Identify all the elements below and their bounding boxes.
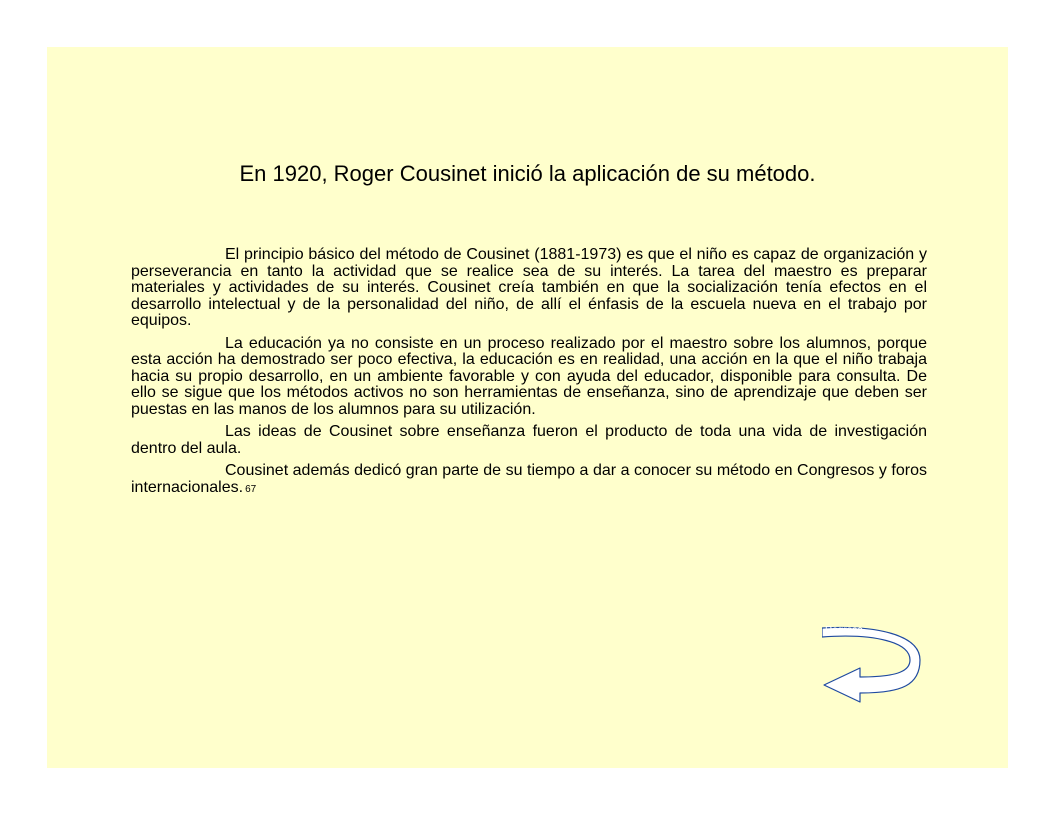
paragraph-education: La educación ya no consiste en un proceso realizado por el maestro sobre los alumnos, porque esta acción ha demostrado ser poco efectiva, la educación es en realidad, una acción en la que el niño trabaja hacia su propio desarrollo, en un ambiente favorable y con ayuda del educador, disponible para consulta. De ello se sigue que los métodos activos no son herramientas de enseñanza, sino de aprendizaje que deben ser puestas en las manos de los alumnos para su utilización. (131, 334, 927, 418)
paragraph-ideas: Las ideas de Cousinet sobre enseñanza fueron el producto de toda una vida de investigación dentro del aula. (131, 423, 927, 457)
paragraph-congresses (131, 463, 927, 498)
paragraph-principle: El principio básico del método de Cousinet (1881-1973) es que el niño es capaz de organización y perseverancia en tanto la actividad que se realice sea de su interés. La tarea del maestro es preparar materiales y actividades de su interés. Cousinet creía también en que la socialización tenía efectos en el desarrollo intelectual y de la personalidad del niño, de allí el énfasis de la escuela nueva en el trabajo por equipos. (131, 246, 927, 329)
body-text (131, 247, 927, 504)
slide-title: En 1920, Roger Cousinet inició la aplicación de su método. (239, 161, 816, 186)
footnote-reference: 67 (245, 483, 257, 495)
back-link[interactable]: Regreso (825, 625, 863, 636)
curved-back-arrow-icon[interactable] (822, 625, 927, 715)
slide (47, 47, 1008, 768)
paragraph-congresses-text: Cousinet además dedicó gran parte de su tiempo a dar a conocer su método en Congresos y foros internacionales. (131, 462, 927, 496)
